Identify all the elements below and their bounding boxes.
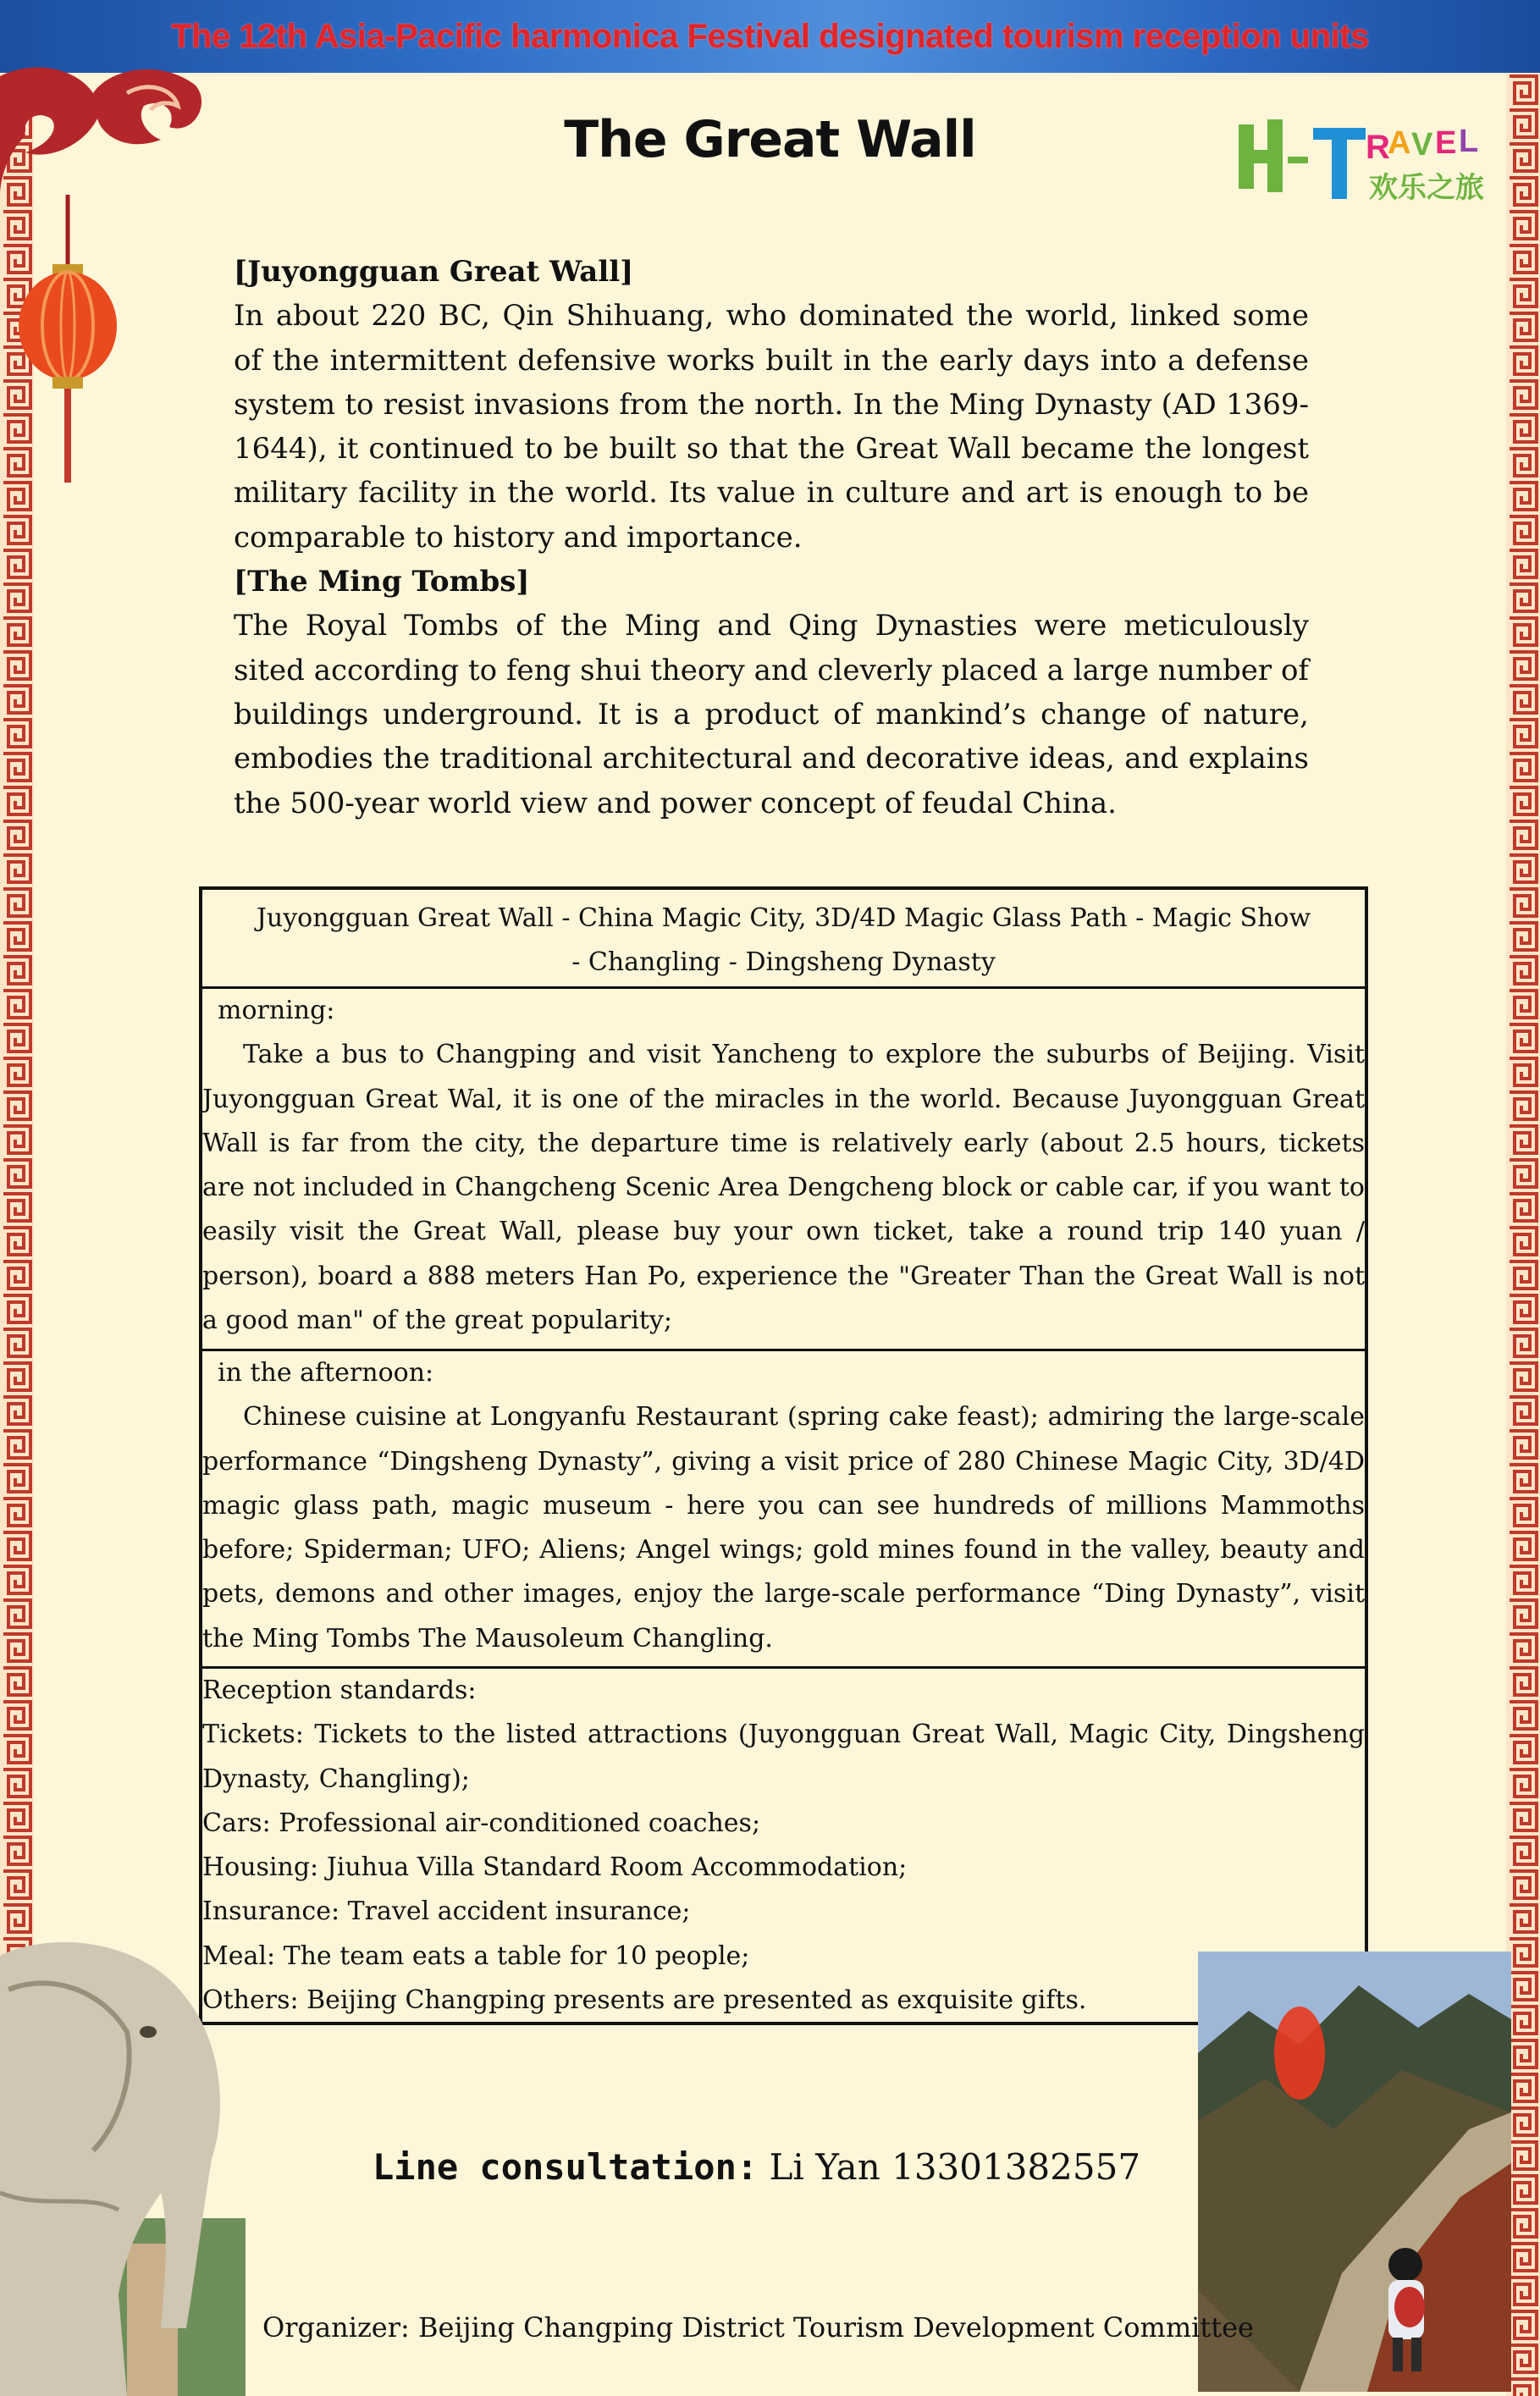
standards-meal: Meal: The team eats a table for 10 people; xyxy=(202,1941,750,1971)
top-banner xyxy=(0,0,1540,73)
stone-elephant-image xyxy=(0,1939,246,2396)
svg-text:R: R xyxy=(1366,129,1390,166)
svg-text:A: A xyxy=(1388,125,1411,161)
h-travel-logo xyxy=(1232,106,1494,216)
consultation-label: Line consultation: xyxy=(373,2146,759,2188)
standards-housing: Housing: Jiuhua Villa Standard Room Accommodation; xyxy=(202,1852,908,1883)
page-title: The Great Wall xyxy=(564,110,976,169)
standards-cars: Cars: Professional air-conditioned coaches; xyxy=(202,1808,761,1838)
svg-text:L: L xyxy=(1459,124,1479,159)
section-heading-juyongguan: [Juyongguan Great Wall] xyxy=(234,255,634,289)
section-heading-ming-tombs: [The Ming Tombs] xyxy=(234,565,530,599)
right-fret-border xyxy=(1506,73,1540,2396)
consultation-contact: Li Yan 13301382557 xyxy=(769,2146,1141,2188)
morning-text: Take a bus to Changping and visit Yancheng to explore the suburbs of Beijing. Visit Juyongguan Great Wal, it is one of the miracles in the world. Because Juyongguan Great Wall is far from the city, the departure time is relatively early (about 2.5 hours, tickets are not included in Changcheng Scenic Area Dengcheng block or cable car, if you want to easily visit the Great Wall, please buy your own ticket, take a round trip 140 yuan / person), board a 888 meters Han Po, experience the "Greater Than the Great Wall is not a good man" of the great popularity; xyxy=(202,1040,1365,1336)
lantern-ornament xyxy=(17,195,127,483)
itinerary-standards xyxy=(202,1669,1365,2023)
logo-chinese-text: 欢乐之旅 xyxy=(1369,171,1484,205)
itinerary-route: Juyongguan Great Wall - China Magic City, 3D/4D Magic Glass Path - Magic Show - Changling - Dingsheng Dynasty xyxy=(202,890,1365,989)
section-text-juyongguan: In about 220 BC, Qin Shihuang, who dominated the world, linked some of the intermittent defensive works built in the early days into a defense system to resist invasions from the north. In the Ming Dynasty (AD 1369-1644), it continued to be built so that the Great Wall became the longest military facility in the world. Its value in culture and art is enough to be comparable to history and importance. xyxy=(234,299,1309,555)
standards-tickets: Tickets: Tickets to the listed attractions (Juyongguan Great Wall, Magic City, Dingsheng Dynasty, Changling); xyxy=(202,1720,1365,1794)
line-consultation xyxy=(373,2142,1140,2193)
organizer-text: Organizer: Beijing Changping District Tourism Development Committee xyxy=(262,2311,1254,2344)
standards-insurance: Insurance: Travel accident insurance; xyxy=(202,1896,691,1927)
morning-label: morning: xyxy=(218,996,335,1025)
intro-text xyxy=(234,250,1309,825)
banner-title: The 12th Asia-Pacific harmonica Festival designated tourism reception units xyxy=(171,17,1369,55)
itinerary-morning xyxy=(202,989,1365,1351)
standards-others: Others: Beijing Changping presents are presented as exquisite gifts. xyxy=(202,1985,1087,2016)
afternoon-label: in the afternoon: xyxy=(218,1358,434,1388)
standards-label: Reception standards: xyxy=(202,1676,477,1705)
svg-text:V: V xyxy=(1411,127,1433,163)
itinerary-afternoon xyxy=(202,1351,1365,1669)
section-text-ming-tombs: The Royal Tombs of the Ming and Qing Dynasties were meticulously sited according to feng shui theory and cleverly placed a large number of buildings underground. It is a product of mankind’s change of nature, embodies the traditional architectural and decorative ideas, and explains the 500-year world view and power concept of feudal China. xyxy=(234,609,1309,820)
afternoon-text: Chinese cuisine at Longyanfu Restaurant (spring cake feast); admiring the large-scale performance “Dingsheng Dynasty”, giving a visit price of 280 Chinese Magic City, 3D/4D magic glass path, magic museum - here you can see hundreds of millions Mammoths before; Spiderman; UFO; Aliens; Angel wings; gold mines found in the valley, beauty and pets, demons and other images, enjoy the large-scale performance “Ding Dynasty”, visit the Ming Tombs The Mausoleum Changling. xyxy=(202,1402,1365,1653)
itinerary-table xyxy=(199,886,1368,2025)
svg-text:E: E xyxy=(1435,125,1457,161)
